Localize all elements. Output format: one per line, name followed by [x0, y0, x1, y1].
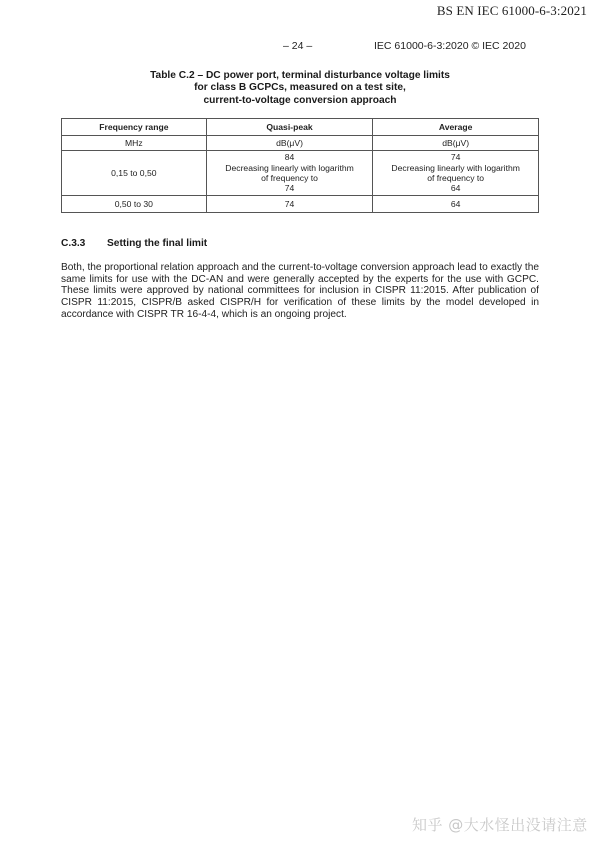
- column-header-quasi-peak: Quasi-peak: [206, 119, 373, 136]
- table-row: [62, 151, 539, 196]
- cell-frequency: 0,50 to 30: [62, 196, 207, 213]
- section-number: C.3.3: [61, 238, 86, 249]
- cell-line: 74: [450, 152, 461, 163]
- limits-table: [61, 118, 539, 213]
- cell-line: of frequency to: [261, 173, 318, 183]
- table-title-line: current-to-voltage conversion approach: [203, 94, 397, 106]
- section-body-paragraph: Both, the proportional relation approach and the current-to-voltage conversion approach lead to exactly the same limits for use with the DC-AN and were generally accepted by the experts for the use with GCPC. These limits were approved by national committees for inclusion in CISPR 11:2015. After publication of CISPR 11:2015, CISPR/B asked CISPR/H for verification of these limits by the model developed in accordance with CISPR TR 16-4-4, which is an ongoing project.: [61, 262, 539, 320]
- cell-line: 64: [450, 183, 461, 194]
- section-heading: [61, 238, 207, 249]
- cell-line: Decreasing linearly with logarithm: [225, 162, 354, 173]
- cell-line: 84: [284, 152, 295, 163]
- cell-line: Decreasing linearly with logarithm: [391, 162, 520, 173]
- cell-quasi-peak: 74: [206, 196, 373, 213]
- column-unit-quasi-peak: dB(μV): [206, 136, 373, 151]
- watermark: 知乎 @大水怪出没请注意: [412, 816, 588, 834]
- table-unit-row: [62, 136, 539, 151]
- section-title: Setting the final limit: [107, 238, 208, 249]
- cell-average: 64: [373, 196, 539, 213]
- cell-average: [373, 151, 539, 196]
- page-number: – 24 –: [283, 40, 313, 52]
- column-unit-average: dB(μV): [373, 136, 539, 151]
- column-header-average: Average: [373, 119, 539, 136]
- table-row: [62, 196, 539, 213]
- document-reference: IEC 61000-6-3:2020 © IEC 2020: [374, 40, 526, 52]
- column-header-frequency: Frequency range: [62, 119, 207, 136]
- table-title-line: Table C.2 – DC power port, terminal disturbance voltage limits: [150, 70, 450, 81]
- table-title-line: for class B GCPCs, measured on a test site,: [194, 82, 406, 94]
- cell-quasi-peak: [206, 151, 373, 196]
- standard-id-header: BS EN IEC 61000-6-3:2021: [436, 3, 587, 18]
- cell-line: of frequency to: [427, 173, 485, 183]
- cell-frequency: 0,15 to 0,50: [62, 151, 207, 196]
- table-header-row: [62, 119, 539, 136]
- column-unit-frequency: MHz: [62, 136, 207, 151]
- table-title: [0, 70, 600, 107]
- cell-line: 74: [284, 183, 295, 194]
